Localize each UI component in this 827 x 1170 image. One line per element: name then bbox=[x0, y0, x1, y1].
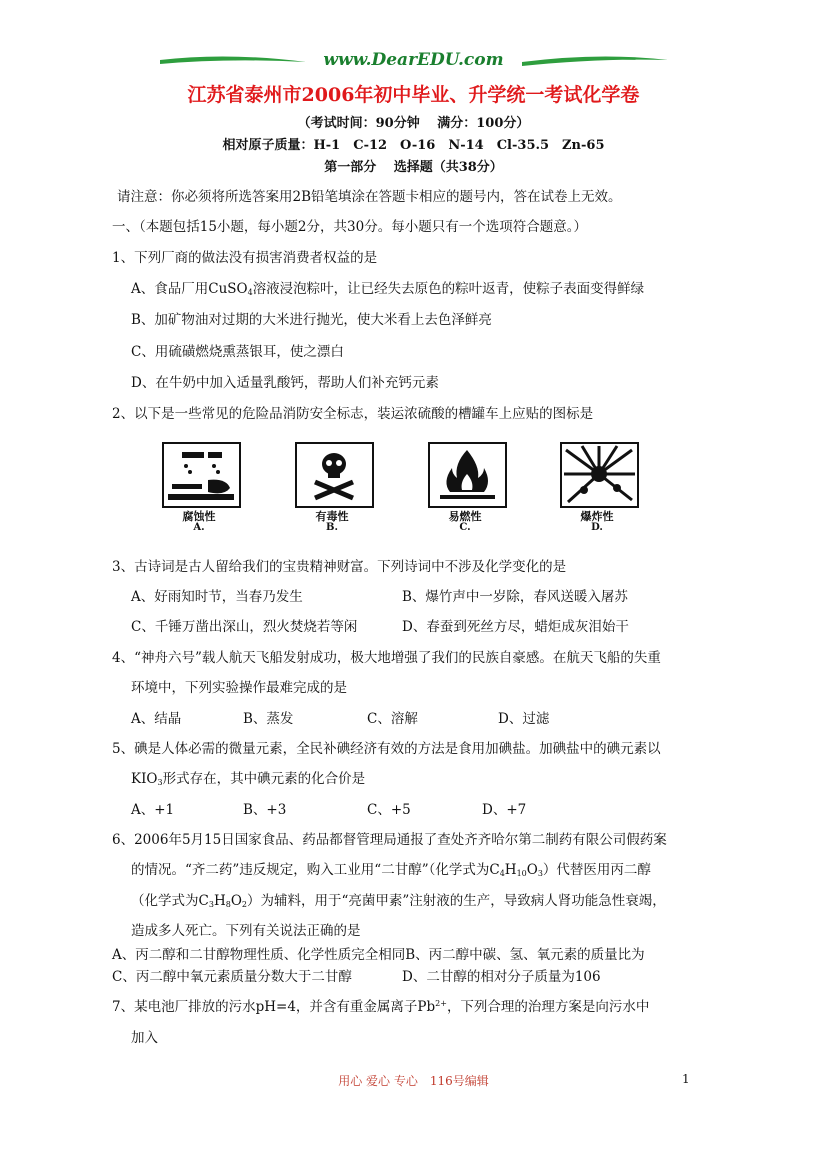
q1-option-a: A、食品厂用CuSO$_4$溶液浸泡粽叶，让已经失去原色的粽叶返青，使粽子表面变得鲜绿 bbox=[131, 281, 645, 297]
q6-stem-1: 6、2006年5月15日国家食品、药品都督管理局通报了查处齐齐哈尔第二制药有限公司假药案 bbox=[112, 832, 667, 848]
q1-option-d: D、在牛奶中加入适量乳酸钙，帮助人们补充钙元素 bbox=[131, 375, 439, 391]
q6-option-d: D、二甘醇的相对分子质量为106 bbox=[402, 969, 601, 985]
corrosive-icon bbox=[164, 444, 239, 506]
sign-toxic bbox=[295, 442, 374, 508]
q1-stem: 1、下列厂商的做法没有损害消费者权益的是 bbox=[112, 250, 378, 266]
q5-option-d: D、+7 bbox=[482, 802, 527, 818]
atomic-mass: 相对原子质量：H-1 C-12 O-16 N-14 Cl-35.5 Zn-65 bbox=[222, 138, 605, 153]
q7-stem-2: 加入 bbox=[131, 1030, 158, 1046]
notice: 请注意：你必须将所选答案用2B铅笔填涂在答题卡相应的题号内，答在试卷上无效。 bbox=[117, 189, 622, 205]
q1-option-c: C、用硫磺燃烧熏蒸银耳，使之漂白 bbox=[131, 344, 344, 360]
q3-option-b: B、爆竹声中一岁除，春风送暖入屠苏 bbox=[402, 589, 628, 605]
q2-stem: 2、以下是一些常见的危险品消防安全标志，装运浓硫酸的槽罐车上应贴的图标是 bbox=[112, 406, 594, 422]
q5-option-b: B、+3 bbox=[243, 802, 287, 818]
q6-option-c: C、丙二醇中氧元素质量分数大于二甘醇 bbox=[112, 969, 352, 985]
exam-time: （考试时间：90分钟 满分：100分） bbox=[297, 116, 530, 131]
q3-option-d: D、春蚕到死丝方尽，蜡炬成灰泪始干 bbox=[402, 619, 629, 635]
section-heading: 一、（本题包括15小题，每小题2分，共30分。每小题只有一个选项符合题意。） bbox=[112, 219, 587, 235]
q4-option-b: B、蒸发 bbox=[243, 711, 294, 727]
q3-option-c: C、千锤万凿出深山，烈火焚烧若等闲 bbox=[131, 619, 358, 635]
sign-d-label: 爆炸性 bbox=[580, 510, 614, 523]
q5-option-c: C、+5 bbox=[367, 802, 411, 818]
sign-d-letter: D. bbox=[591, 522, 603, 533]
q4-option-c: C、溶解 bbox=[367, 711, 418, 727]
q7-stem-1: 7、某电池厂排放的污水pH=4，并含有重金属离子$Pb^{2+}$，下列合理的治理方案是向污水中 bbox=[112, 999, 650, 1015]
q4-stem-2: 环境中，下列实验操作最难完成的是 bbox=[131, 680, 347, 696]
sign-c-letter: C. bbox=[459, 522, 471, 533]
page-number: 1 bbox=[682, 1072, 690, 1086]
site-logo: www.DearEDU.com bbox=[323, 50, 504, 70]
sign-c-label: 易燃性 bbox=[448, 510, 482, 523]
q4-option-d: D、过滤 bbox=[498, 711, 550, 727]
q6-option-ab: A、丙二醇和二甘醇物理性质、化学性质完全相同B、丙二醇中碳、氢、氧元素的质量比为 bbox=[112, 947, 645, 963]
q6-stem-2: 的情况。“齐二药”违反规定，购入工业用“二甘醇”（化学式为$C_4H_{10}O_3$）代替医用丙二醇 bbox=[131, 862, 651, 878]
footer-text: 用心 爱心 专心 116号编辑 bbox=[338, 1074, 489, 1088]
sign-a-label: 腐蚀性 bbox=[182, 510, 216, 523]
q3-stem: 3、古诗词是古人留给我们的宝贵精神财富。下列诗词中不涉及化学变化的是 bbox=[112, 559, 567, 575]
q1-option-b: B、加矿物油对过期的大米进行抛光，使大米看上去色泽鲜亮 bbox=[131, 312, 492, 328]
q4-stem-1: 4、“神舟六号”载人航天飞船发射成功，极大地增强了我们的民族自豪感。在航天飞船的失重 bbox=[112, 650, 661, 666]
sign-flammable bbox=[428, 442, 507, 508]
sign-a-letter: A. bbox=[193, 522, 205, 533]
q5-stem-1: 5、碘是人体必需的微量元素，全民补碘经济有效的方法是食用加碘盐。加碘盐中的碘元素以 bbox=[112, 741, 661, 757]
flame-icon bbox=[430, 444, 505, 506]
q5-stem-2: $KIO_3$形式存在，其中碘元素的化合价是 bbox=[131, 771, 366, 787]
q5-option-a: A、+1 bbox=[131, 802, 175, 818]
skull-crossbones-icon bbox=[297, 444, 372, 506]
part-heading: 第一部分 选择题（共38分） bbox=[324, 160, 503, 175]
q6-stem-3: （化学式为$C_3H_8O_2$）为辅料，用于“亮菌甲素”注射液的生产，导致病人肾功能急性衰竭， bbox=[131, 893, 666, 909]
q3-option-a: A、好雨知时节，当春乃发生 bbox=[131, 589, 303, 605]
q6-stem-4: 造成多人死亡。下列有关说法正确的是 bbox=[131, 923, 361, 939]
q4-option-a: A、结晶 bbox=[131, 711, 182, 727]
sign-b-label: 有毒性 bbox=[315, 510, 349, 523]
sign-explosive bbox=[560, 442, 639, 508]
explosion-icon bbox=[562, 444, 637, 506]
sign-b-letter: B. bbox=[326, 522, 338, 533]
page-title: 江苏省泰州市2006年初中毕业、升学统一考试化学卷 bbox=[187, 84, 640, 106]
sign-corrosive bbox=[162, 442, 241, 508]
